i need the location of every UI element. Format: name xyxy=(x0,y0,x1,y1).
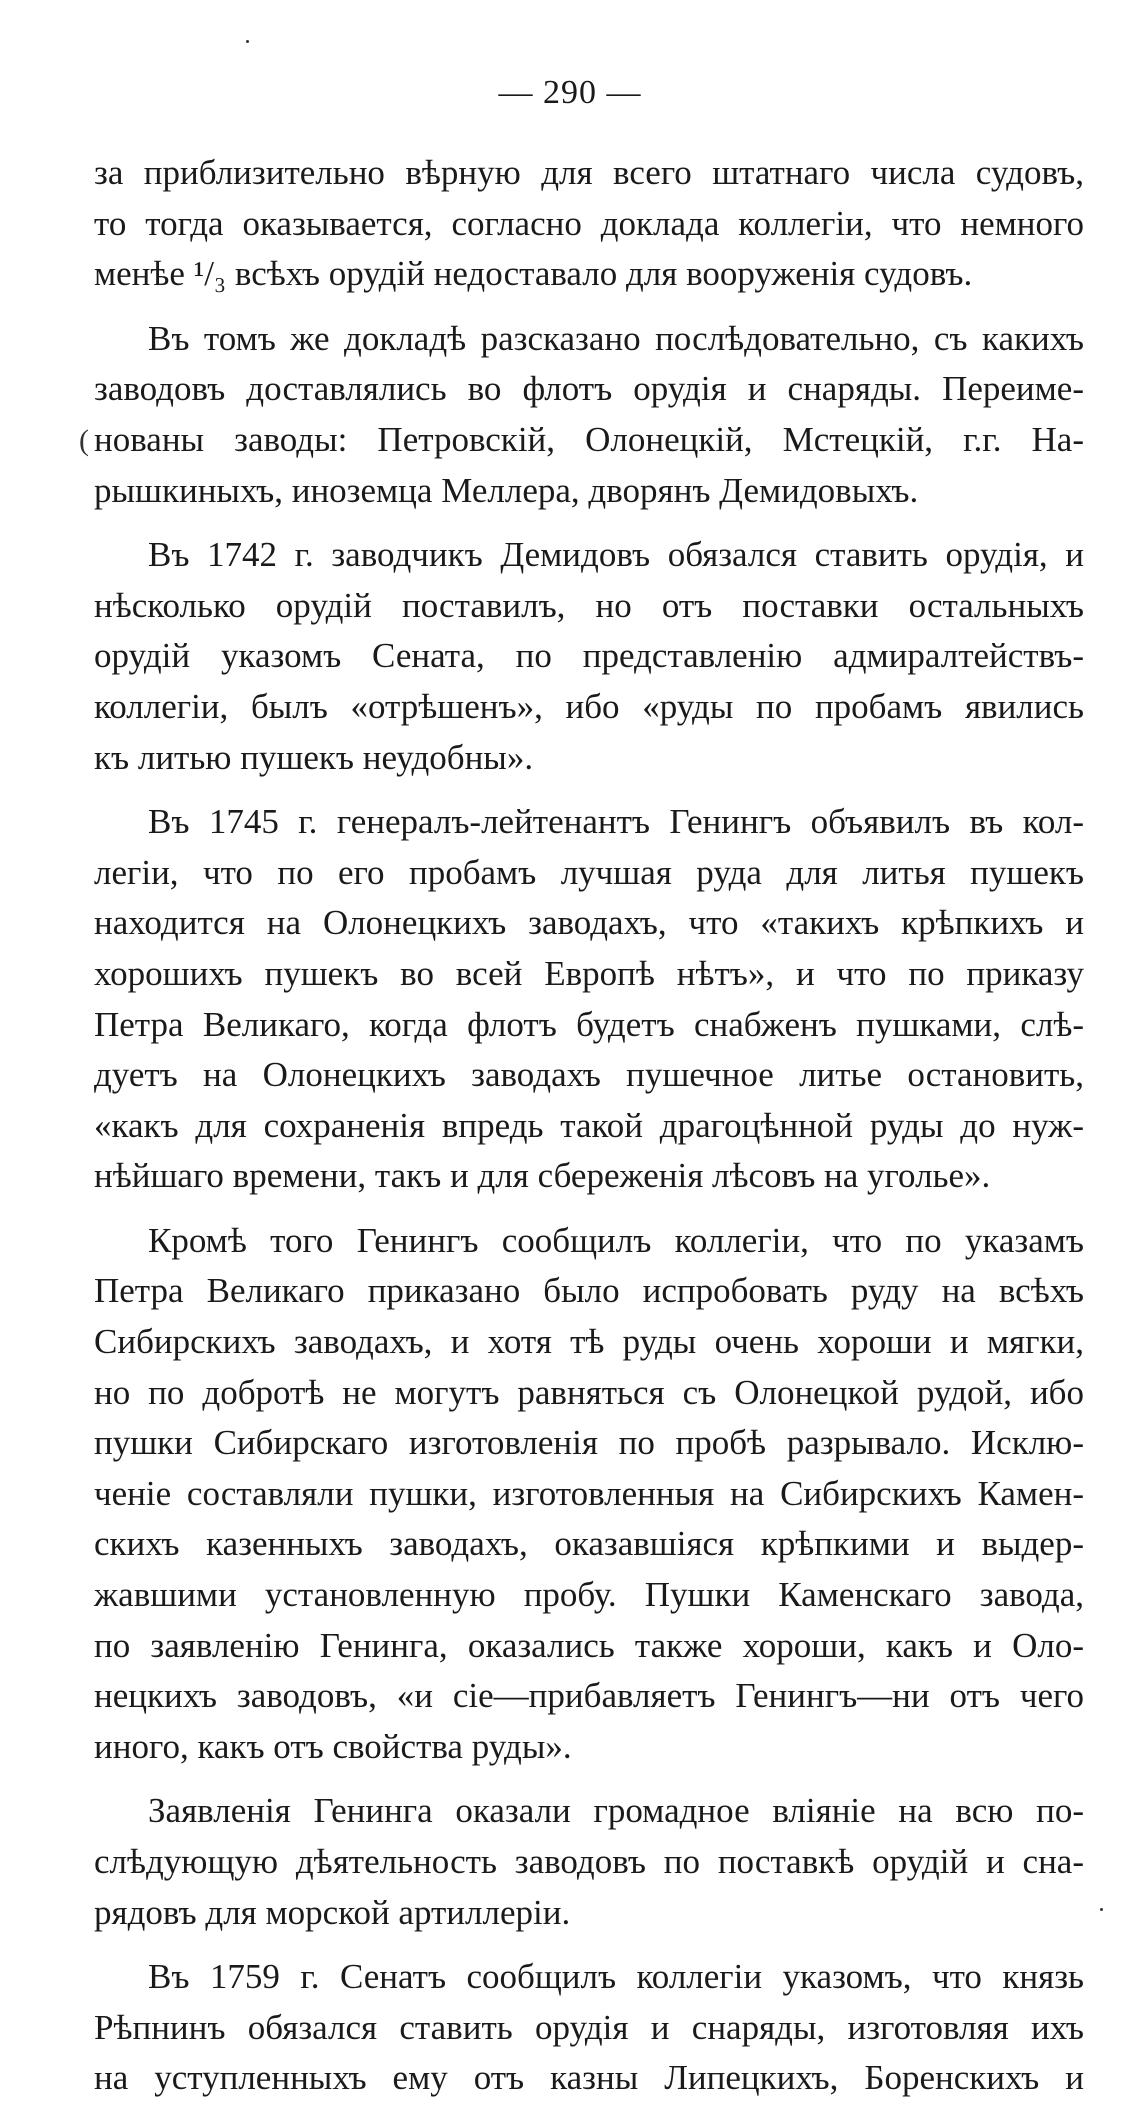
scan-speck xyxy=(246,40,249,43)
text-line: скихъ казенныхъ заводахъ, оказавшіяся крѣпкими и выдер- xyxy=(94,1524,1084,1564)
text-line: Въ томъ же докладѣ разсказано послѣдовательно, съ какихъ xyxy=(148,318,1084,358)
text-line: на уступленныхъ ему отъ казны Липецкихъ, Боренскихъ и xyxy=(94,2058,1084,2098)
text-line: но по добротѣ не могутъ равняться съ Олонецкой рудой, ибо xyxy=(94,1372,1084,1412)
text-line: жавшими установленную пробу. Пушки Каменскаго завода, xyxy=(94,1575,1084,1615)
text-line: къ литью пушекъ неудобны». xyxy=(94,737,534,777)
text-line: иного, какъ отъ свойства руды». xyxy=(94,1726,572,1766)
margin-mark: ( xyxy=(79,424,89,457)
text-line: Въ 1745 г. генералъ-лейтенантъ Генингъ объявилъ въ кол- xyxy=(148,802,1084,842)
text-line: легіи, что по его пробамъ лучшая руда для литья пушекъ xyxy=(94,852,1084,892)
text-line: заводовъ доставлялись во флотъ орудія и снаряды. Переиме- xyxy=(94,369,1084,409)
text-line: дуетъ на Олонецкихъ заводахъ пушечное литье остановить, xyxy=(94,1055,1084,1095)
scan-speck xyxy=(1100,1908,1103,1911)
text-line: Кромѣ того Генингъ сообщилъ коллегіи, что по указамъ xyxy=(148,1220,1084,1260)
text-line: менѣе ¹/₃ всѣхъ орудій недоставало для вооруженія судовъ. xyxy=(94,254,973,294)
page-number: — 290 — xyxy=(498,74,642,111)
text-line: орудій указомъ Сената, по представленію адмиралтействъ- xyxy=(94,636,1084,676)
text-line: Заявленія Генинга оказали громадное вліяніе на всю по- xyxy=(148,1791,1084,1831)
paragraph-6 xyxy=(94,1786,1084,1938)
text-line: слѣдующую дѣятельность заводовъ по поставкѣ орудій и сна- xyxy=(94,1842,1084,1881)
paragraph-4 xyxy=(94,797,1084,1202)
text-line: «какъ для сохраненія впредь такой драгоцѣнной руды до нуж- xyxy=(94,1105,1084,1145)
text-line: Въ 1759 г. Сенатъ сообщилъ коллегіи указомъ, что князь xyxy=(148,1957,1084,1997)
text-line: ченіе составляли пушки, изготовленныя на Сибирскихъ Камен- xyxy=(94,1473,1084,1513)
text-line: рышкиныхъ, иноземца Меллера, дворянъ Демидовыхъ. xyxy=(94,470,919,510)
text-line: нецкихъ заводовъ, «и сіе—прибавляетъ Генингъ—ни отъ чего xyxy=(94,1676,1084,1716)
text-line: рядовъ для морской артиллеріи. xyxy=(94,1892,571,1932)
text-line: Сибирскихъ заводахъ, и хотя тѣ руды очень хороши и мягки, xyxy=(94,1322,1084,1362)
text-line: Рѣпнинъ обязался ставить орудія и снаряды, изготовляя ихъ xyxy=(94,2007,1084,2047)
paragraph-7 xyxy=(94,1952,1084,2104)
text-line: за приблизительно вѣрную для всего штатнаго числа судовъ, xyxy=(94,153,1084,192)
text-line: нѣйшаго времени, такъ и для сбереженія лѣсовъ на уголье». xyxy=(94,1156,991,1196)
text-line: пушки Сибирскаго изготовленія по пробѣ разрывало. Исклю- xyxy=(94,1423,1084,1463)
text-line: то тогда оказывается, согласно доклада коллегіи, что немного xyxy=(94,203,1084,243)
text-line: Петра Великаго приказано было испробовать руду на всѣхъ xyxy=(94,1271,1084,1311)
text-line: находится на Олонецкихъ заводахъ, что «такихъ крѣпкихъ и xyxy=(94,903,1084,943)
paragraph-3 xyxy=(94,530,1084,783)
text-line: Петра Великаго, когда флотъ будетъ снабженъ пушками, слѣ- xyxy=(94,1004,1084,1044)
paragraph-2 xyxy=(94,314,1084,516)
text-line: коллегіи, былъ «отрѣшенъ», ибо «руды по пробамъ явились xyxy=(94,686,1084,726)
body-text xyxy=(94,148,1084,2104)
text-line: Въ 1742 г. заводчикъ Демидовъ обязался ставить орудія, и xyxy=(148,535,1084,575)
paragraph-1 xyxy=(94,148,1084,300)
text-line: нованы заводы: Петровскій, Олонецкій, Мстецкій, г.г. На- xyxy=(94,419,1084,459)
paragraph-5 xyxy=(94,1216,1084,1773)
text-line: хорошихъ пушекъ во всей Европѣ нѣтъ», и что по приказу xyxy=(94,953,1084,993)
text-line: по заявленію Генинга, оказались также хороши, какъ и Оло- xyxy=(94,1625,1084,1665)
text-line: нѣсколько орудій поставилъ, но отъ поставки остальныхъ xyxy=(94,585,1084,625)
